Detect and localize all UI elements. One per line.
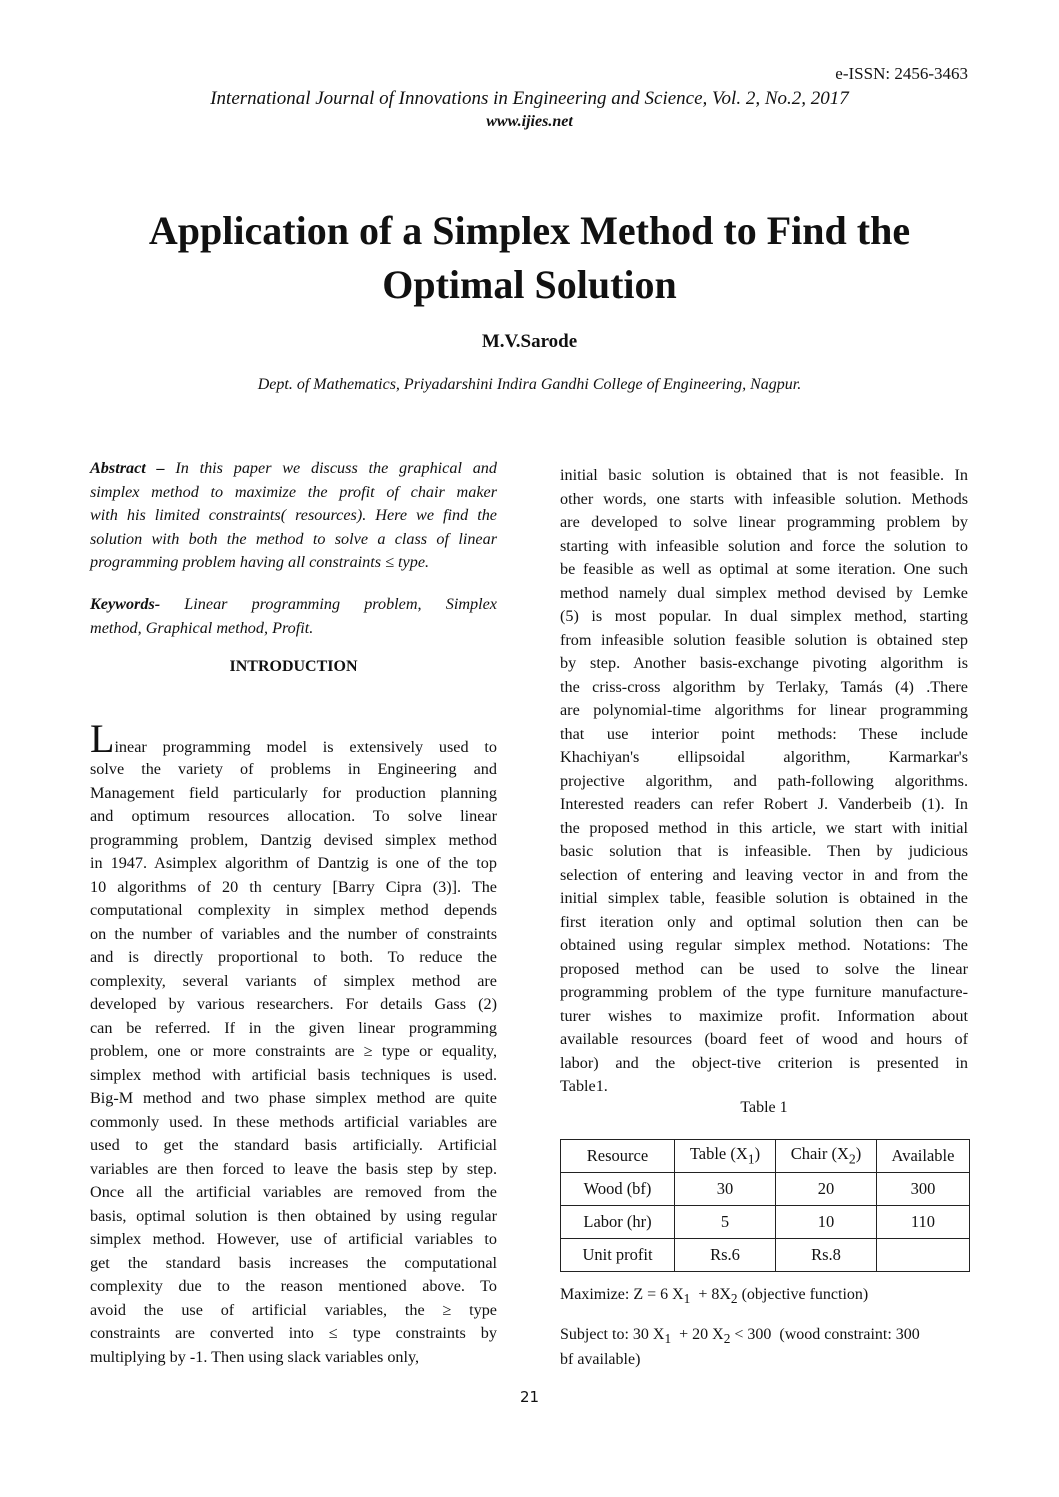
text-line: computational complexity in simplex method depends [90, 901, 497, 919]
resource-table [560, 1139, 970, 1272]
text-line: problem, one or more constraints are ≥ type or equality, [90, 1042, 497, 1060]
text-line: by step. Another basis-exchange pivoting algorithm is [560, 654, 968, 672]
text-line: used to get the standard basis artificially. Artificial [90, 1136, 497, 1154]
text-line: projective algorithm, and path-following algorithms. [560, 771, 968, 790]
table-cell: 20 [776, 1173, 877, 1206]
page-number: 21 [519, 1388, 540, 1406]
text-line: complexity, several variants of simplex method are [90, 971, 497, 990]
header-cell: Chair $(X_2)$ [776, 1140, 877, 1173]
table-cell: Rs.8 [776, 1239, 877, 1272]
text-line: basis, optimal solution is then obtained by using regular [90, 1206, 497, 1225]
subscript: 2 [723, 1331, 731, 1347]
intro-line: inear programming model is extensively used to [114, 738, 497, 756]
right-column-body [560, 464, 968, 1099]
title-line: Application of a Simplex Method to Find the [148, 208, 911, 253]
text-line: available resources (board feet of wood and hours of [560, 1030, 968, 1048]
text-line: turer wishes to maximize profit. Information about [560, 1006, 968, 1025]
text-line: simplex method with artificial basis techniques is used. [90, 1065, 497, 1084]
author: M.V.Sarode [481, 331, 578, 352]
text-line: programming problem of the type furniture manufacture- [560, 983, 968, 1001]
subscript: 1 [747, 1151, 755, 1167]
table-row [561, 1173, 970, 1206]
text-line: constraints are converted into ≤ type constraints by [90, 1324, 497, 1342]
eq-text: Maximize: Z = 6 X [560, 1286, 684, 1303]
text-line: solve the variety of problems in Engineering and [90, 760, 497, 778]
section-heading: INTRODUCTION [229, 658, 358, 675]
text-line: initial basic solution is obtained that is not feasible. In [560, 466, 968, 484]
header-cell: Table $(X_1)$ [675, 1140, 776, 1173]
abstract-line: In this paper we discuss the graphical and [164, 459, 497, 477]
text-line: starting with infeasible solution and force the solution to [560, 536, 968, 555]
text-line: programming problem, Dantzig devised simplex method [90, 830, 497, 849]
text-line: Big-M method and two phase simplex method are quite [90, 1089, 497, 1107]
text-line: proposed method can be used to solve the linear [560, 959, 968, 978]
text-line: Khachiyan's ellipsoidal algorithm, Karmarkar's [560, 748, 968, 766]
table-cell [877, 1239, 970, 1272]
keywords-label: Keywords- [90, 595, 161, 613]
subscript: 1 [664, 1331, 672, 1347]
text-line: variables are then forced to leave the basis step by step. [90, 1159, 497, 1178]
text-line: (5) is most popular. In dual simplex method, starting [560, 607, 968, 625]
eq-text: + 20 X [671, 1326, 724, 1343]
text-line: 10 algorithms of 20 th century [Barry Cipra (3)]. The [90, 877, 497, 896]
abstract-line: simplex method to maximize the profit of chair maker [90, 482, 497, 501]
header-cell: Resource [561, 1140, 675, 1173]
table-cell: Unit profit [561, 1239, 675, 1272]
abstract-line: solution with both the method to solve a class of linear [90, 529, 497, 548]
text-line: are polynomial-time algorithms for linear programming [560, 701, 968, 719]
text-line: in 1947. Asimplex algorithm of Dantzig is one of the top [90, 854, 497, 872]
intro-body [90, 758, 497, 1369]
eq-text: (objective function) [737, 1286, 869, 1303]
abstract-label: Abstract – [90, 459, 165, 477]
table-cell: 300 [877, 1173, 970, 1206]
text-line: commonly used. In these methods artificial variables are [90, 1112, 497, 1131]
table-header-row [561, 1140, 970, 1173]
text-line: the proposed method in this article, we start with initial [560, 818, 968, 837]
text-line: get the standard basis increases the computational [90, 1253, 497, 1272]
text-line: other words, one starts with infeasible solution. Methods [560, 489, 968, 508]
table-cell: 5 [675, 1206, 776, 1239]
keywords-line: Linear programming problem, Simplex [160, 595, 497, 613]
table-row [561, 1239, 970, 1272]
intro-first-line [90, 716, 497, 761]
text-line: basic solution that is infeasible. Then by judicious [560, 842, 968, 860]
title-line: Optimal Solution [382, 262, 677, 307]
text-line: on the number of variables and the number of constraints [90, 924, 497, 943]
table-caption: Table 1 [740, 1099, 788, 1116]
abstract [90, 457, 497, 575]
subscript: 2 [848, 1151, 856, 1167]
text-line: can be referred. If in the given linear programming [90, 1018, 497, 1037]
table-cell: Rs.6 [675, 1239, 776, 1272]
constraint [560, 1324, 920, 1370]
text-line: from infeasible solution feasible solution is obtained step [560, 630, 968, 649]
subscript: 1 [683, 1291, 691, 1307]
text-line: selection of entering and leaving vector in and from the [560, 865, 968, 884]
affiliation: Dept. of Mathematics, Priyadarshini Indira Gandhi College of Engineering, Nagpur. [257, 376, 802, 393]
text-line: that use interior point methods: These include [560, 724, 968, 743]
header-text: Chair (X [790, 1144, 849, 1164]
abstract-line: programming problem having all constraints ≤ type. [90, 553, 430, 571]
text-line: first iteration only and optimal solution then can be [560, 912, 968, 931]
table-cell: 10 [776, 1206, 877, 1239]
text-line: and is directly proportional to both. To reduce the [90, 948, 497, 966]
journal-name: International Journal of Innovations in Engineering and Science, Vol. 2, No.2, 2017 [210, 88, 849, 109]
text-line: developed by various researchers. For details Gass (2) [90, 995, 497, 1013]
text-line: simplex method. However, use of artificial variables to [90, 1230, 497, 1248]
eq-text: + 8X [690, 1286, 731, 1303]
text-line: method namely dual simplex method devised by Lemke [560, 583, 968, 602]
text-line: be feasible as well as optimal at some iteration. One such [560, 560, 968, 578]
paper-title [0, 204, 1059, 312]
table-cell: Labor (hr) [561, 1206, 675, 1239]
eq-text: < 300 (wood constraint: 300 [730, 1326, 920, 1343]
text-line: Table1. [560, 1077, 608, 1095]
text-line: Management field particularly for production planning [90, 783, 497, 802]
text-line: initial simplex table, feasible solution is obtained in the [560, 889, 968, 907]
header-text: Table (X [689, 1144, 748, 1164]
table-cell: 110 [877, 1206, 970, 1239]
text-line: obtained using regular simplex method. Notations: The [560, 936, 968, 954]
text-line: the criss-cross algorithm by Terlaky, Tamás (4) .There [560, 677, 968, 696]
table-cell: 30 [675, 1173, 776, 1206]
keywords-line: method, Graphical method, Profit. [90, 618, 314, 637]
eq-text: bf available) [560, 1351, 641, 1369]
table-row [561, 1206, 970, 1239]
drop-cap: L [90, 716, 115, 761]
header-cell: Available [877, 1140, 970, 1173]
objective-function [560, 1286, 868, 1307]
table-cell: Wood (bf) [561, 1173, 675, 1206]
subscript: 2 [730, 1291, 738, 1307]
text-line: complexity due to the reason mentioned above. To [90, 1277, 497, 1295]
eq-text: Subject to: 30 X [560, 1326, 665, 1343]
text-line: labor) and the object-tive criterion is presented in [560, 1053, 968, 1072]
issn: e-ISSN: 2456-3463 [835, 64, 968, 83]
text-line: multiplying by -1. Then using slack variables only, [90, 1347, 420, 1366]
text-line: are developed to solve linear programming problem by [560, 513, 968, 531]
text-line: Interested readers can refer Robert J. Vanderbeib (1). In [560, 795, 968, 813]
keywords [90, 593, 497, 640]
text-line: and optimum resources allocation. To solve linear [90, 807, 497, 825]
journal-website[interactable]: www.ijies.net [486, 113, 573, 130]
text-line: avoid the use of artificial variables, the ≥ type [90, 1300, 497, 1319]
abstract-line: with his limited constraints( resources). Here we find the [90, 506, 497, 524]
text-line: Once all the artificial variables are removed from the [90, 1183, 497, 1201]
